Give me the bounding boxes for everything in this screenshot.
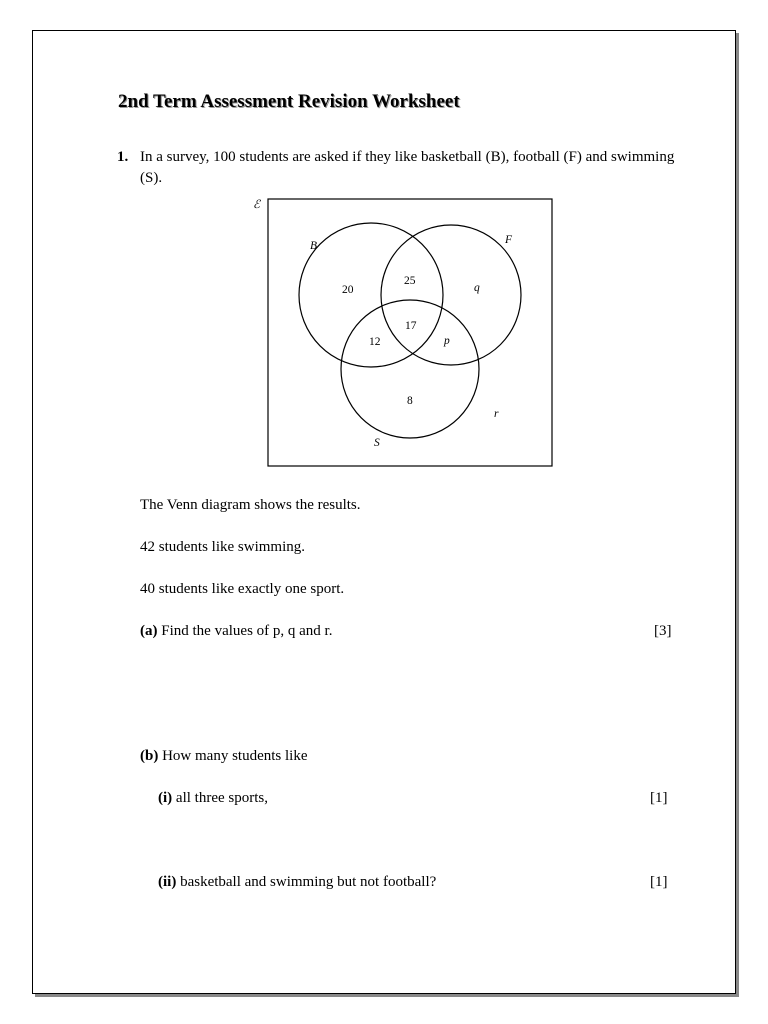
part-a-text: Find the values of p, q and r. [161,623,333,639]
part-b-ii [158,874,436,891]
part-b-i [158,790,268,807]
worksheet-page [32,30,736,994]
part-b-ii-marks: [1] [650,874,668,890]
part-b [140,748,308,765]
label-set-f: F [505,234,513,246]
statement-venn-results: The Venn diagram shows the results. [140,497,361,513]
statement-swimming-count: 42 students like swimming. [140,539,305,555]
worksheet-title: 2nd Term Assessment Revision Worksheet [118,91,460,112]
part-b-text: How many students like [162,748,308,764]
part-b-i-marks: [1] [650,790,668,806]
label-set-s: S [374,437,380,449]
question-number: 1. [117,149,129,165]
region-f-and-s: p [444,335,450,347]
part-b-ii-label: (ii) [158,874,177,890]
part-b-i-label: (i) [158,790,173,806]
region-outside: r [494,408,499,420]
region-b-and-f: 25 [404,275,416,287]
region-b-and-s: 12 [369,336,381,348]
part-a [140,623,332,640]
question-stem: In a survey, 100 students are asked if they like basketball (B), football (F) and swimming (S). [140,149,675,186]
statement-one-sport: 40 students like exactly one sport. [140,581,345,597]
part-a-label: (a) [140,623,158,639]
circle-football [381,225,521,365]
universal-set-symbol: ℰ [253,199,260,211]
part-b-i-text: all three sports, [175,790,268,806]
part-b-label: (b) [140,748,159,764]
label-set-b: B [310,240,318,252]
part-a-marks: [3] [654,623,672,639]
region-all-three: 17 [405,320,417,332]
region-f-only: q [474,282,480,294]
region-b-only: 20 [342,284,354,296]
part-b-ii-text: basketball and swimming but not football? [180,874,437,890]
venn-diagram [243,191,573,471]
region-s-only: 8 [407,395,413,407]
